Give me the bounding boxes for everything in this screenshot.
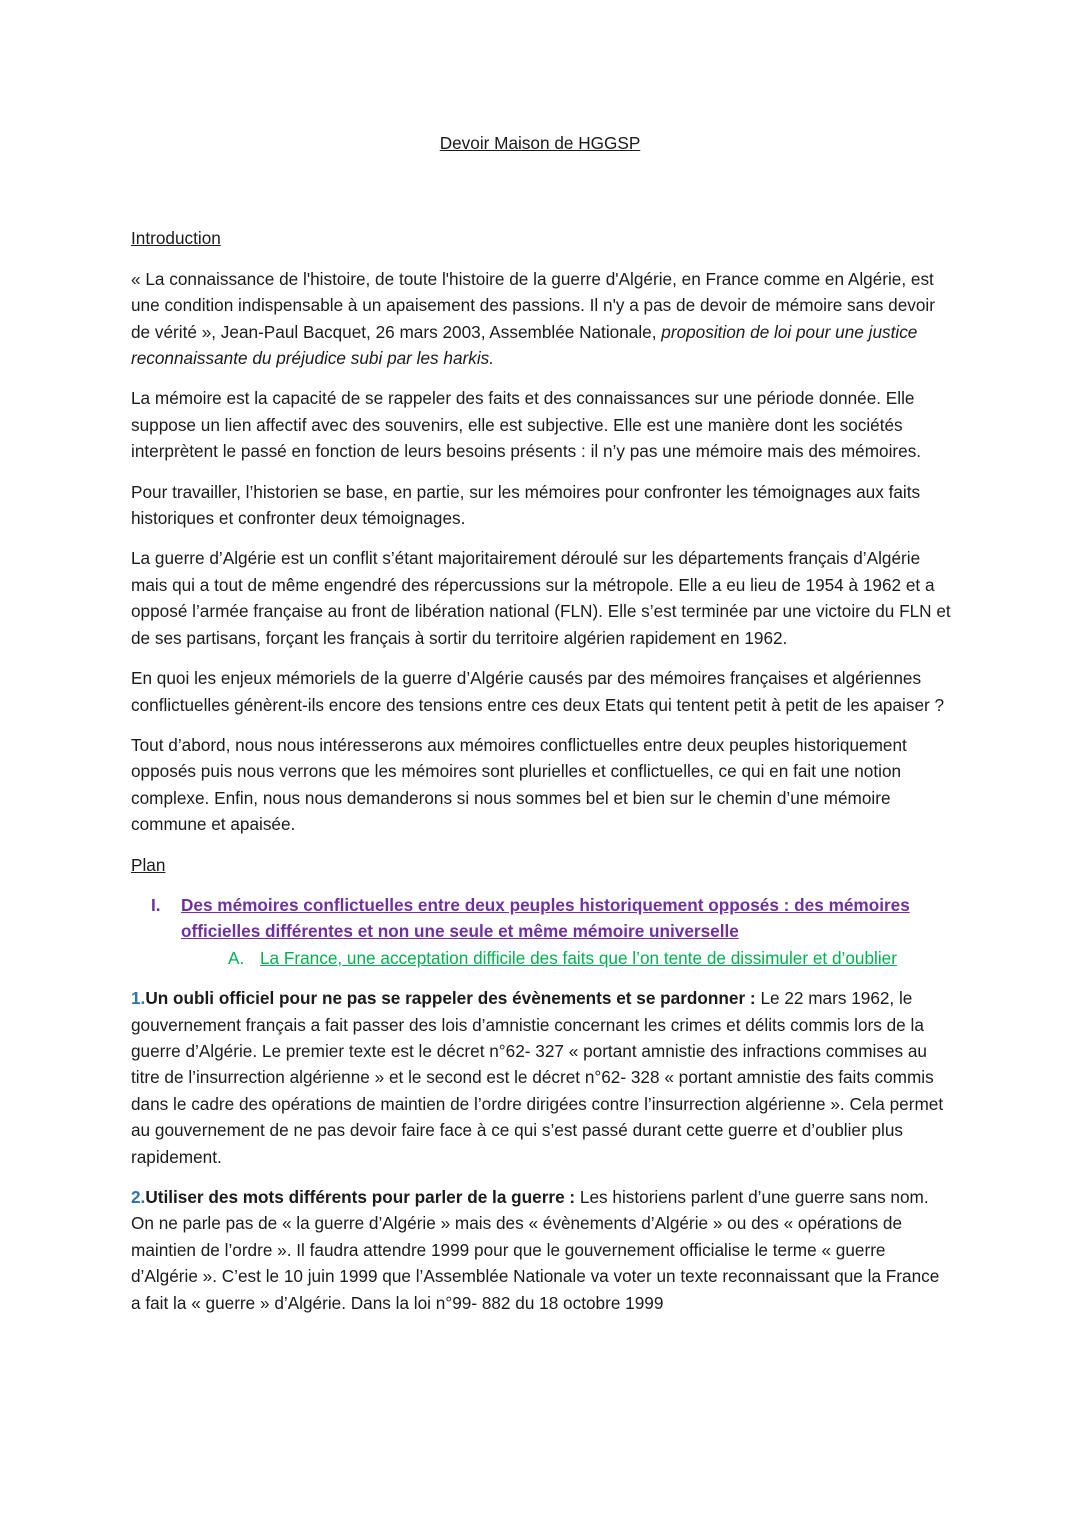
intro-quote: [131, 266, 951, 372]
point-text: Le 22 mars 1962, le gouvernement français a fait passer des lois d’amnistie concernant les crimes et délits commis lors de la guerre d’Algérie. Le premier texte est le décret n°62- 327 « portant amnistie des infractions commises au titre de l’insurrection algérienne » et le second est le décret n°62- 328 « portant amnistie des faits commis dans le cadre des opérations de maintien de l’ordre dirigées contre l’insurrection algérienne ». Cela permet au gouvernement de ne pas devoir faire face à ce qui s’est passé durant cette guerre et d’oublier plus rapidement.: [131, 988, 944, 1167]
paragraph-historian: Pour travailler, l’historien se base, en partie, sur les mémoires pour confronter les témoignages aux faits historiques et confronter deux témoignages.: [131, 481, 921, 529]
paragraph-memory-definition: La mémoire est la capacité de se rappeler des faits et des connaissances sur une période donnée. Elle suppose un lien affectif avec des souvenirs, elle est subjective. Elle est une manière dont les sociétés interprètent le passé en fonction de leurs besoins présents : il n’y pas une mémoire mais des mémoires.: [131, 388, 922, 462]
point-number: 1.: [131, 988, 146, 1009]
plan-part-1: [131, 892, 951, 945]
introduction-heading: Introduction: [131, 228, 221, 249]
point-text: Les historiens parlent d’une guerre sans nom. On ne parle pas de « la guerre d’Algérie » mais des « évènements d’Algérie » ou des « opérations de maintien de l’ordre ». Il faudra attendre 1999 pour que le gouvernement officialise le terme « guerre d’Algérie ». C’est le 10 juin 1999 que l’Assemblée Nationale va voter un texte reconnaissant que la France a fait la « guerre » d’Algérie. Dans la loi n°99- 882 du 18 octobre 1999: [131, 1187, 940, 1313]
paragraph-announcement: Tout d’abord, nous nous intéresserons aux mémoires conflictuelles entre deux peuples historiquement opposés puis nous verrons que les mémoires sont plurielles et conflictuelles, ce qui en fait une notion complexe. Enfin, nous nous demanderons si nous sommes bel et bien sur le chemin d’une mémoire commune et apaisée.: [131, 734, 907, 835]
point-2: [131, 1184, 951, 1316]
plan-subpart-letter: A.: [228, 947, 245, 968]
point-number: 2.: [131, 1187, 146, 1207]
point-title: Un oubli officiel pour ne pas se rappeler des évènements et se pardonner :: [145, 988, 756, 1009]
paragraph-problematic: En quoi les enjeux mémoriels de la guerre d’Algérie causés par des mémoires françaises et algériennes conflictuelles génèrent-ils encore des tensions entre ces deux Etats qui tentent petit à petit de les apaiser ?: [131, 668, 945, 715]
document-title: Devoir Maison de HGGSP: [439, 133, 641, 153]
quote-source: proposition de loi pour une justice reconnaissante du préjudice subi par les harkis.: [131, 321, 918, 369]
document-body: [131, 130, 951, 1330]
plan-part-number: I.: [151, 894, 161, 915]
plan-subpart-title: La France, une acceptation difficile des faits que l’on tente de dissimuler et d’oublier: [260, 947, 897, 968]
plan-part-title: Des mémoires conflictuelles entre deux peuples historiquement opposés : des mémoires officielles différentes et non une seule et même mémoire universelle: [181, 894, 910, 942]
plan-subpart-a: [228, 945, 951, 971]
paragraph-context: La guerre d’Algérie est un conflit s’étant majoritairement déroulé sur les départements français d’Algérie mais qui a tout de même engendré des répercussions sur la métropole. Elle a eu lieu de 1954 à 1962 et a opposé l’armée française au front de libération national (FLN). Elle s’est terminée par une victoire du FLN et de ses partisans, forçant les français à sortir du territoire algérien rapidement en 1962.: [131, 548, 951, 648]
point-title: Utiliser des mots différents pour parler de la guerre :: [145, 1187, 576, 1207]
quote-text: « La connaissance de l'histoire, de toute l'histoire de la guerre d'Algérie, en France comme en Algérie, est une condition indispensable à un apaisement des passions. Il n'y a pas de devoir de mémoire sans devoir de vérité », Jean-Paul Bacquet, 26 mars 2003, Assemblée Nationale,: [131, 268, 935, 342]
point-1: [131, 985, 951, 1170]
plan-heading: Plan: [131, 854, 166, 875]
